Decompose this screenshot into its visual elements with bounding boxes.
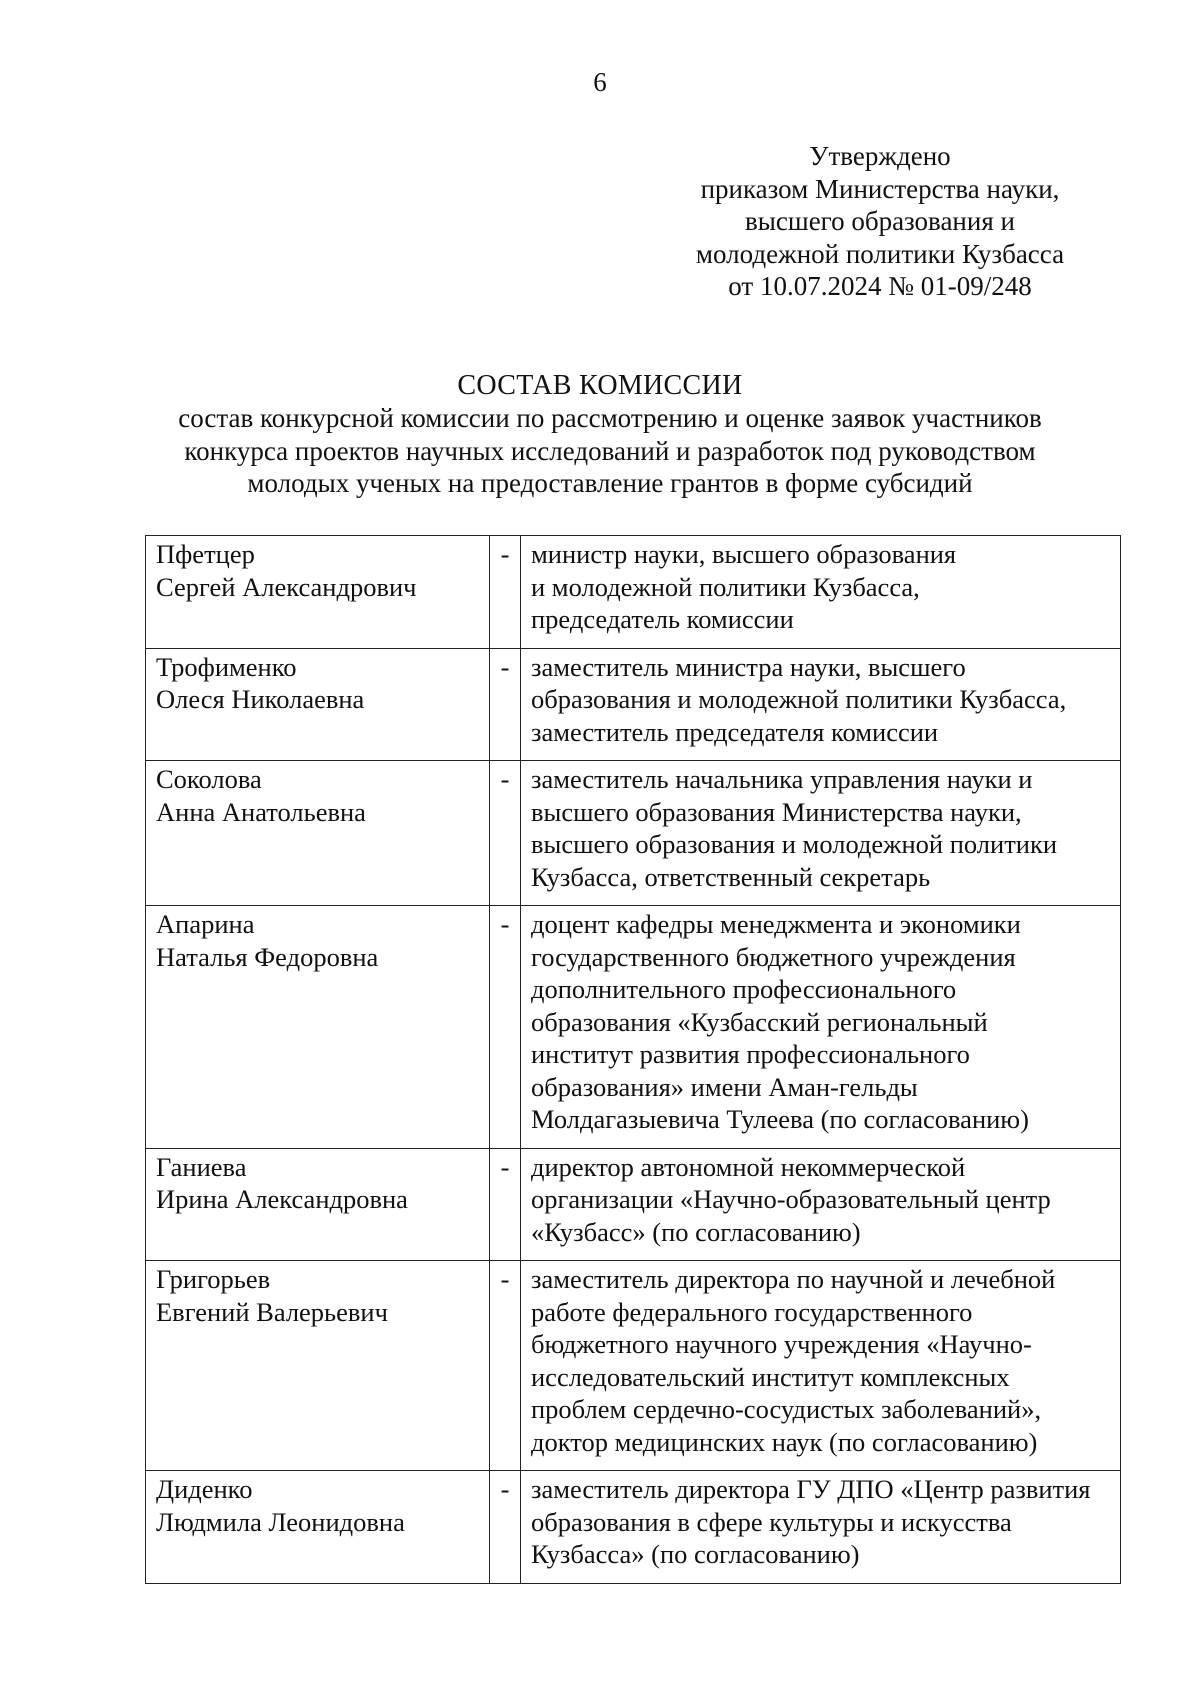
member-name-cell — [146, 1471, 490, 1584]
member-role-line: заместитель председателя комиссии — [531, 716, 939, 747]
member-role-cell — [521, 1471, 1121, 1584]
member-role-line: заместитель директора по научной и лечебной — [531, 1264, 1056, 1294]
member-role-cell — [521, 761, 1121, 906]
member-role-line: заместитель начальника управления науки и — [531, 764, 1033, 794]
member-role-line: образования и молодежной политики Кузбасса, — [531, 684, 1067, 714]
subtitle-line: молодых ученых на предоставление грантов в форме субсидий — [247, 468, 973, 498]
member-row — [146, 906, 1121, 1149]
members-table-body — [146, 536, 1121, 1584]
member-role-line: министр науки, высшего образования — [531, 539, 957, 569]
member-name-cell — [146, 536, 490, 649]
member-name-cell — [146, 1148, 490, 1261]
member-surname: Ганиева — [156, 1151, 247, 1182]
member-role-line: директор автономной некоммерческой — [531, 1151, 966, 1182]
member-role-line: доктор медицинских наук (по согласованию) — [531, 1426, 1038, 1457]
member-role-line: и молодежной политики Кузбасса, — [531, 571, 920, 602]
approval-line: высшего образования и — [745, 206, 1015, 236]
member-role-cell — [521, 536, 1121, 649]
approval-line: молодежной политики Кузбасса — [695, 238, 1065, 269]
member-row — [146, 536, 1121, 649]
subtitle-line: состав конкурсной комиссии по рассмотрению и оценке заявок участников — [178, 403, 1042, 433]
member-given-names: Сергей Александрович — [156, 571, 417, 602]
member-given-names: Ирина Александровна — [156, 1184, 408, 1214]
member-role-line: Молдагазыевича Тулеева (по согласованию) — [531, 1104, 1029, 1134]
member-dash: - — [490, 1261, 521, 1471]
page-number: 6 — [593, 67, 607, 97]
member-role-cell — [521, 648, 1121, 761]
member-role-line: заместитель министра науки, высшего — [531, 651, 966, 682]
member-role-line: организации «Научно-образовательный центр — [531, 1184, 1051, 1214]
member-surname: Соколова — [156, 764, 262, 794]
member-role-line: образования в сфере культуры и искусства — [531, 1506, 1012, 1537]
approval-block — [655, 140, 1105, 303]
member-role-line: исследовательский институт комплексных — [531, 1361, 1010, 1392]
member-dash: - — [490, 1471, 521, 1584]
member-dash: - — [490, 536, 521, 649]
member-role-line: Кузбасса» (по согласованию) — [531, 1539, 860, 1569]
member-dash: - — [490, 906, 521, 1149]
document-subtitle — [150, 402, 1070, 500]
member-surname: Апарина — [156, 909, 255, 939]
member-given-names: Евгений Валерьевич — [156, 1296, 388, 1327]
commission-members-table — [145, 535, 1121, 1584]
member-given-names: Людмила Леонидовна — [156, 1506, 405, 1537]
member-given-names: Олеся Николаевна — [156, 684, 365, 714]
member-role-line: доцент кафедры менеджмента и экономики — [531, 909, 1021, 939]
member-role-line: работе федерального государственного — [531, 1296, 973, 1327]
member-role-cell — [521, 906, 1121, 1149]
member-role-line: заместитель директора ГУ ДПО «Центр развития — [531, 1474, 1091, 1504]
member-role-line: высшего образования и молодежной политики — [531, 829, 1058, 859]
member-name-cell — [146, 1261, 490, 1471]
member-role-line: Кузбасса, ответственный секретарь — [531, 861, 931, 892]
member-role-line: образования «Кузбасский региональный — [531, 1006, 988, 1037]
member-role-line: дополнительного профессионального — [531, 974, 957, 1004]
approval-line: от 10.07.2024 № 01-09/248 — [728, 271, 1032, 301]
member-name-cell — [146, 761, 490, 906]
member-row — [146, 648, 1121, 761]
member-given-names: Анна Анатольевна — [156, 796, 366, 827]
member-role-cell — [521, 1148, 1121, 1261]
member-role-cell — [521, 1261, 1121, 1471]
approval-line: Утверждено — [809, 141, 951, 171]
member-row — [146, 761, 1121, 906]
member-row — [146, 1261, 1121, 1471]
document-title: СОСТАВ КОМИССИИ — [457, 370, 743, 401]
member-role-line: институт развития профессионального — [531, 1039, 970, 1069]
member-row — [146, 1148, 1121, 1261]
member-role-line: высшего образования Министерства науки, — [531, 796, 1022, 827]
member-name-cell — [146, 648, 490, 761]
member-surname: Диденко — [156, 1474, 253, 1504]
member-role-line: «Кузбасс» (по согласованию) — [531, 1216, 861, 1247]
member-name-cell — [146, 906, 490, 1149]
member-role-line: бюджетного научного учреждения «Научно- — [531, 1329, 1032, 1359]
member-dash: - — [490, 648, 521, 761]
member-row — [146, 1471, 1121, 1584]
member-role-line: образования» имени Аман-гельды — [531, 1071, 918, 1102]
member-dash: - — [490, 761, 521, 906]
member-surname: Трофименко — [156, 651, 297, 682]
member-role-line: государственного бюджетного учреждения — [531, 941, 1016, 972]
member-given-names: Наталья Федоровна — [156, 941, 379, 972]
member-role-line: председатель комиссии — [531, 604, 794, 634]
member-dash: - — [490, 1148, 521, 1261]
member-surname: Григорьев — [156, 1264, 271, 1294]
approval-line: приказом Министерства науки, — [700, 173, 1060, 204]
member-role-line: проблем сердечно-сосудистых заболеваний», — [531, 1394, 1042, 1424]
subtitle-line: конкурса проектов научных исследований и разработок под руководством — [184, 435, 1036, 466]
member-surname: Пфетцер — [156, 539, 255, 569]
